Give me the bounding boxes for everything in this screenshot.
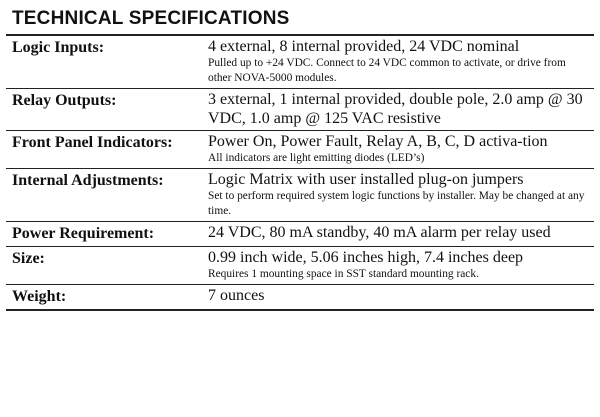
spec-value: Logic Matrix with user installed plug-on jumpers [208,171,524,188]
spec-row-relay-outputs [6,89,594,131]
spec-value: 0.99 inch wide, 5.06 inches high, 7.4 inches deep [208,249,524,266]
spec-note: Set to perform required system logic functions by installer. May be changed at any time. [208,190,585,217]
spec-row-power-requirement [6,222,594,247]
spec-row-weight [6,285,594,311]
spec-label: Logic Inputs: [12,39,105,56]
spec-note: Pulled up to +24 VDC. Connect to 24 VDC common to activate, or drive from other NOVA-5000 modules. [208,57,566,84]
spec-value-cell [202,285,594,311]
spec-label: Weight: [6,285,202,311]
spec-row-size [6,247,594,285]
specs-table [6,34,594,311]
spec-value: 7 ounces [208,287,265,304]
spec-value-cell [202,169,594,222]
spec-value-cell [202,89,594,131]
spec-value-cell [202,247,594,285]
spec-value: 4 external, 8 internal provided, 24 VDC nominal [208,38,520,55]
page-title: TECHNICAL SPECIFICATIONS [12,8,290,29]
spec-value: 3 external, 1 internal provided, double pole, 2.0 amp @ 30 VDC, 1.0 amp @ 125 VAC resistive [208,91,583,127]
spec-label: Internal Adjustments: [6,169,202,222]
spec-value: Power On, Power Fault, Relay A, B, C, D activa-tion [208,133,548,150]
spec-value-cell [202,222,594,247]
spec-value-cell [202,35,594,89]
spec-value: 24 VDC, 80 mA standby, 40 mA alarm per relay used [208,224,551,241]
spec-row-internal-adjustments [6,169,594,222]
spec-note: Requires 1 mounting space in SST standard mounting rack. [208,268,479,280]
spec-row-logic-inputs [6,35,594,89]
spec-value-cell [202,131,594,169]
spec-label: Front Panel Indicators: [6,131,202,169]
tech-specs-sheet [6,6,594,311]
spec-label: Relay Outputs: [6,89,202,131]
spec-label: Power Requirement: [6,222,202,247]
spec-note: All indicators are light emitting diodes (LED’s) [208,152,425,164]
spec-row-front-panel-indicators [6,131,594,169]
spec-label: Size: [6,247,202,285]
